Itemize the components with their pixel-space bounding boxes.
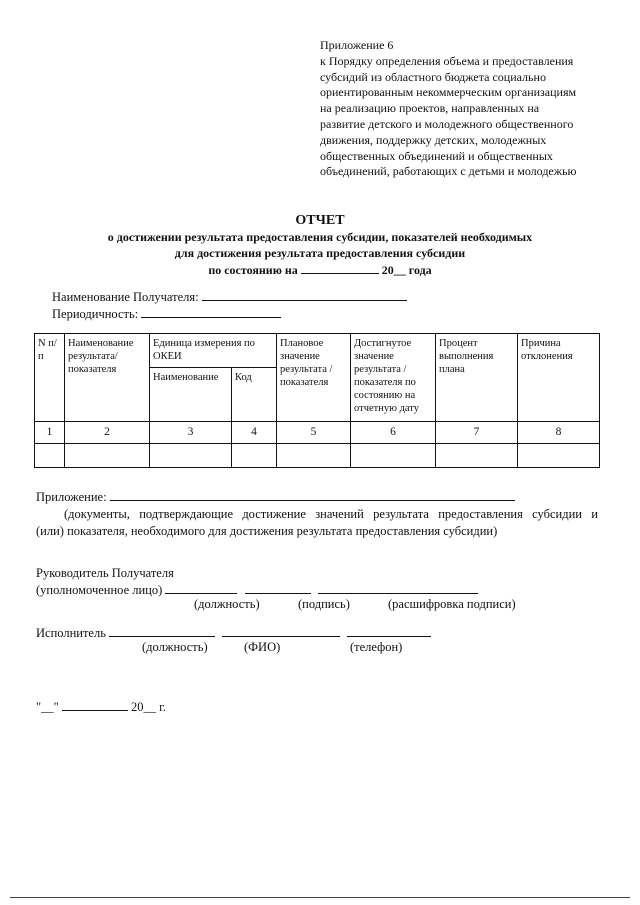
- header-unit-name: Наименование: [150, 368, 232, 422]
- appendix-title: Приложение 6: [320, 38, 394, 52]
- recipient-block: [52, 288, 407, 322]
- report-subtitle-2: для достижения результата предоставления субсидии: [174, 245, 466, 260]
- executor-phone-field[interactable]: [347, 624, 431, 637]
- periodicity-field[interactable]: [141, 305, 281, 318]
- column-number: 7: [436, 422, 518, 444]
- caption-position-2: (должность): [142, 640, 208, 654]
- report-title: ОТЧЕТ: [295, 213, 345, 228]
- empty-cell[interactable]: [150, 444, 232, 468]
- date-year: 20__ г.: [130, 700, 166, 714]
- appendix-header: [320, 38, 610, 180]
- header-reason: Причина отклонения: [518, 334, 600, 422]
- report-title-block: [0, 212, 640, 279]
- report-table: [34, 333, 600, 468]
- header-plan-value: Плановое значение результата / показателя: [277, 334, 351, 422]
- header-result-name: Наименование результата/показателя: [65, 334, 150, 422]
- executor-block: [36, 624, 431, 641]
- column-number: 4: [232, 422, 277, 444]
- state-date-field[interactable]: [301, 261, 379, 274]
- appendix-line: объединений, работающих с детьми и молодежью: [320, 164, 577, 179]
- attachment-note-1: (документы, подтверждающие достижение значений результата предоставления субсидии и: [64, 507, 598, 521]
- executor-position-field[interactable]: [109, 624, 215, 637]
- date-day: "__": [36, 700, 59, 714]
- header-actual-value: Достигнутое значение результата / показателя по состоянию на отчетную дату: [351, 334, 436, 422]
- header-num: N п/п: [35, 334, 65, 422]
- appendix-line: на реализацию проектов, направленных на: [320, 101, 540, 116]
- head-position-field[interactable]: [165, 581, 237, 594]
- table-row: [35, 422, 600, 444]
- header-unit-code: Код: [232, 368, 277, 422]
- authorized-label: (уполномоченное лицо): [36, 583, 163, 597]
- executor-label: Исполнитель: [36, 626, 106, 640]
- caption-position: (должность): [194, 597, 260, 611]
- empty-cell[interactable]: [277, 444, 351, 468]
- appendix-line: субсидий из областного бюджета социально: [320, 69, 546, 84]
- column-number: 6: [351, 422, 436, 444]
- date-month-field[interactable]: [62, 698, 128, 711]
- empty-cell[interactable]: [351, 444, 436, 468]
- empty-cell[interactable]: [232, 444, 277, 468]
- signature-block: [36, 565, 478, 598]
- report-subtitle-1: о достижении результата предоставления субсидии, показателей необходимых: [107, 230, 533, 244]
- attachment-note-2: (или) показателя, необходимого для достижения результата предоставления субсидии): [36, 524, 498, 538]
- state-year: 20__ года: [381, 263, 432, 277]
- state-prefix: по состоянию на: [208, 263, 298, 277]
- appendix-line: развитие детского и молодежного общественного: [320, 116, 574, 131]
- appendix-line: движения, поддержку детских, молодежных: [320, 132, 547, 147]
- attachment-label: Приложение:: [36, 490, 107, 504]
- bottom-divider: [10, 897, 630, 898]
- table-row: [35, 444, 600, 468]
- empty-cell[interactable]: [65, 444, 150, 468]
- attachment-block: [36, 488, 598, 540]
- head-label: Руководитель Получателя: [36, 566, 174, 580]
- head-decoding-field[interactable]: [318, 581, 478, 594]
- caption-phone: (телефон): [350, 640, 403, 654]
- appendix-line: общественных объединений и общественных: [320, 148, 553, 163]
- report-state-date: [0, 261, 640, 279]
- caption-decoding: (расшифровка подписи): [388, 597, 516, 611]
- empty-cell[interactable]: [35, 444, 65, 468]
- column-number: 1: [35, 422, 65, 444]
- executor-fio-field[interactable]: [222, 624, 340, 637]
- column-number: 2: [65, 422, 150, 444]
- empty-cell[interactable]: [436, 444, 518, 468]
- date-line: [36, 698, 166, 715]
- attachment-field[interactable]: [110, 488, 515, 501]
- head-signature-field[interactable]: [245, 581, 311, 594]
- header-unit: Единица измерения по ОКЕИ: [150, 334, 277, 368]
- appendix-line: к Порядку определения объема и предоставления: [320, 53, 574, 68]
- caption-signature: (подпись): [298, 597, 350, 611]
- header-percent: Процент выполнения плана: [436, 334, 518, 422]
- recipient-name-field[interactable]: [202, 288, 407, 301]
- periodicity-label: Периодичность:: [52, 307, 139, 321]
- column-number: 8: [518, 422, 600, 444]
- recipient-name-label: Наименование Получателя:: [52, 290, 199, 304]
- column-number: 3: [150, 422, 232, 444]
- appendix-line: ориентированным некоммерческим организациям: [320, 85, 577, 100]
- empty-cell[interactable]: [518, 444, 600, 468]
- column-number: 5: [277, 422, 351, 444]
- caption-fio: (ФИО): [244, 640, 281, 654]
